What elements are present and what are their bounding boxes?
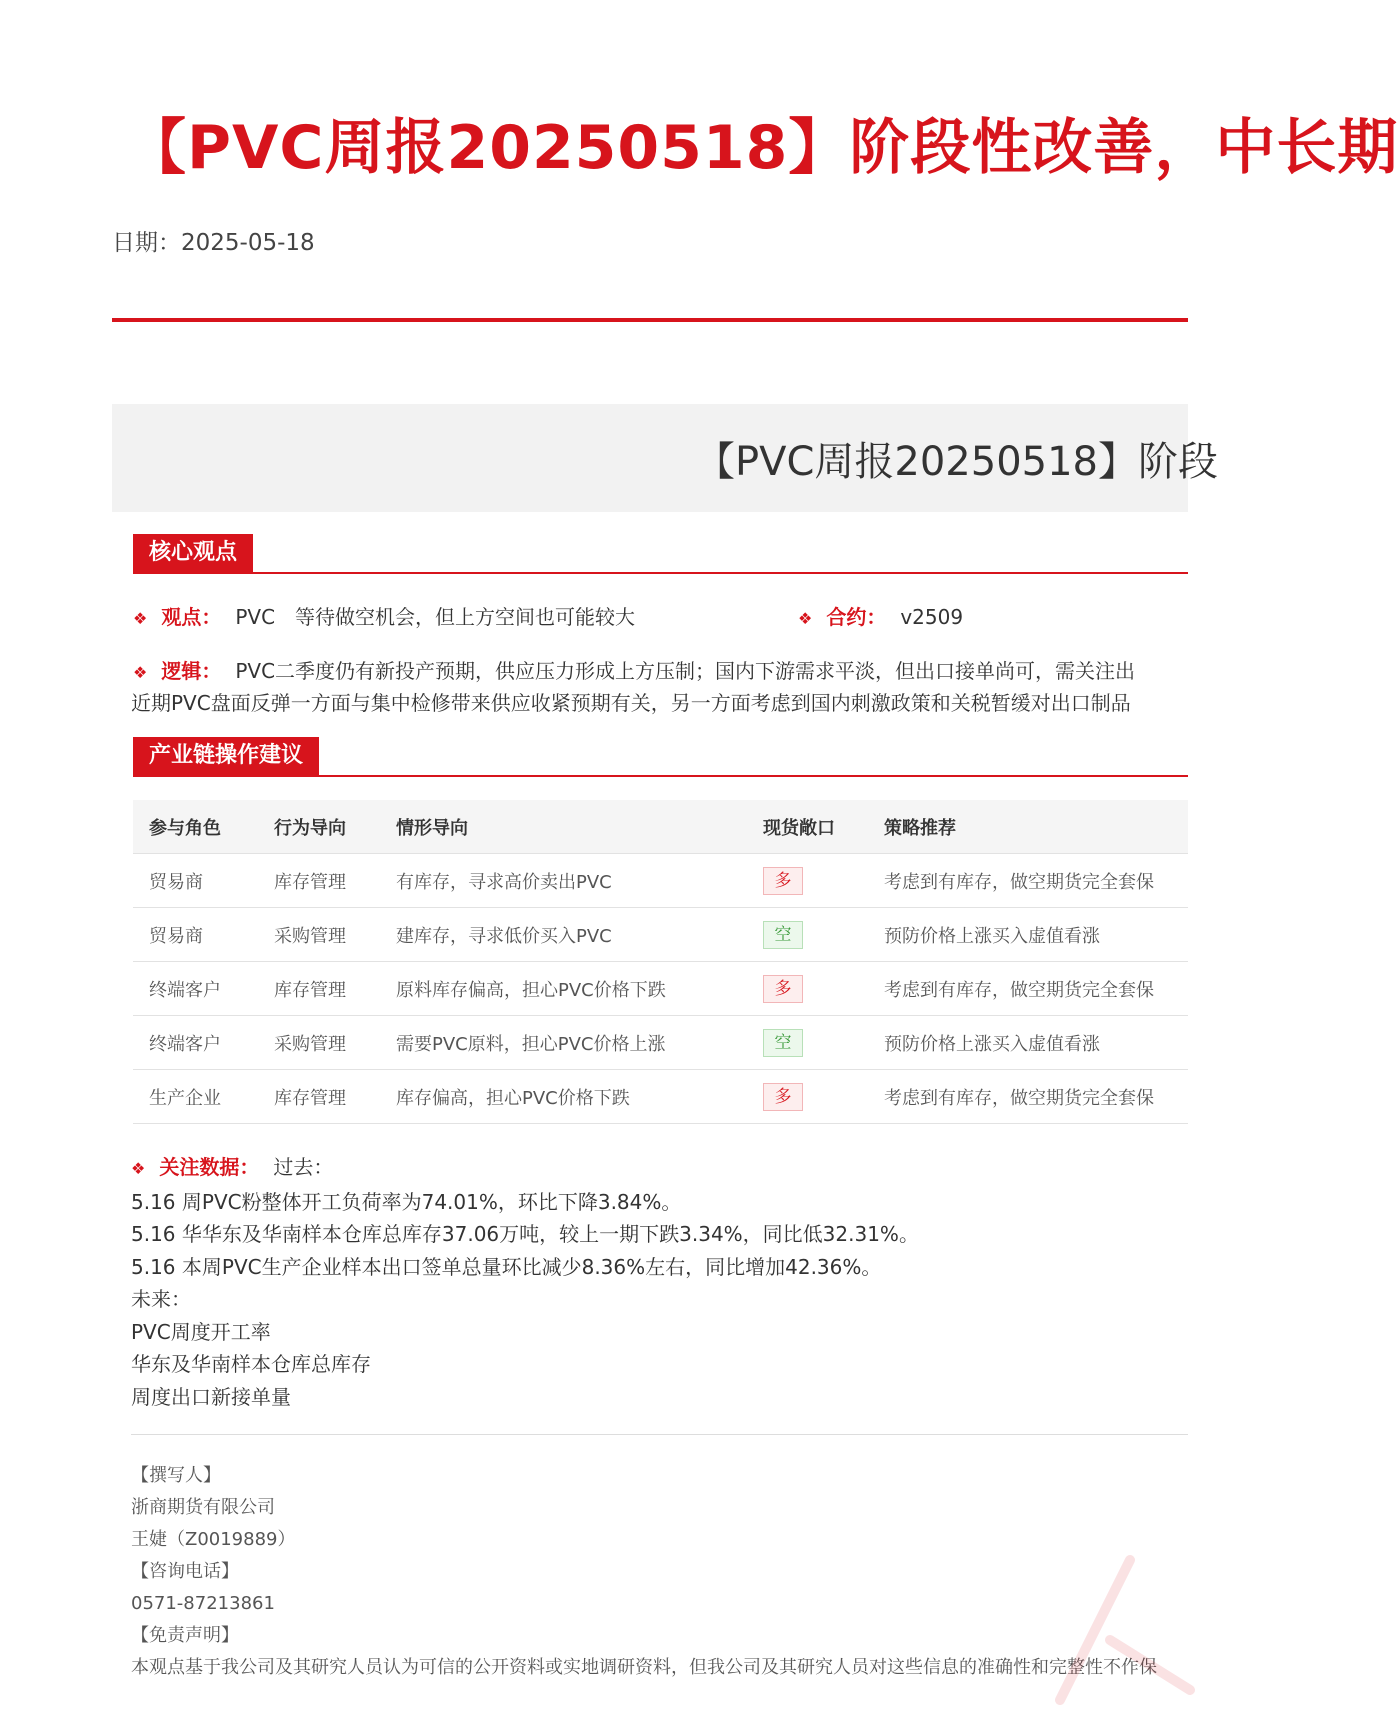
cell-role: 终端客户: [133, 1016, 258, 1070]
table-header-row: [133, 800, 1188, 854]
col-header-strategy: 策略推荐: [868, 800, 1188, 854]
table-row: [133, 908, 1188, 962]
col-header-situation: 情形导向: [380, 800, 747, 854]
exposure-badge: 空: [763, 1029, 803, 1057]
cell-exposure: [747, 1016, 868, 1070]
future-label: 未来：: [131, 1287, 191, 1311]
table-row: [133, 854, 1188, 908]
col-header-action: 行为导向: [258, 800, 380, 854]
watch-data-label: 关注数据：: [159, 1155, 260, 1179]
cell-role: 贸易商: [133, 908, 258, 962]
phone-heading: 【咨询电话】: [131, 1561, 239, 1582]
exposure-badge: 多: [763, 867, 803, 895]
exposure-badge: 空: [763, 921, 803, 949]
section-underline: [133, 775, 1188, 777]
footer-divider: [131, 1434, 1188, 1435]
company-name: 浙商期货有限公司: [131, 1497, 275, 1518]
author-heading: 【撰写人】: [131, 1465, 221, 1486]
cell-exposure: [747, 1070, 868, 1124]
cell-role: 生产企业: [133, 1070, 258, 1124]
cell-action: 采购管理: [258, 1016, 380, 1070]
past-item: 5.16 华华东及华南样本仓库总库存37.06万吨，较上一期下跌3.34%，同比低32.31%。: [131, 1222, 919, 1246]
ops-table: [133, 800, 1188, 1124]
view-label: 观点：: [161, 605, 222, 629]
cell-situation: 原料库存偏高，担心PVC价格下跌: [380, 962, 747, 1016]
diamond-bullet-icon: ❖: [131, 1159, 146, 1178]
cell-exposure: [747, 908, 868, 962]
cell-strategy: 考虑到有库存，做空期货完全套保: [868, 962, 1188, 1016]
core-view-section-label: 核心观点: [133, 534, 253, 572]
watch-data-block: [131, 1151, 919, 1413]
ops-section-header: [133, 737, 1188, 777]
cell-action: 库存管理: [258, 1070, 380, 1124]
page-title: 【PVC周报20250518】阶段性改善，中长期: [126, 113, 1398, 183]
cell-exposure: [747, 962, 868, 1016]
cell-strategy: 预防价格上涨买入虚值看涨: [868, 1016, 1188, 1070]
future-item: 华东及华南样本仓库总库存: [131, 1352, 371, 1376]
cell-role: 终端客户: [133, 962, 258, 1016]
past-item: 5.16 本周PVC生产企业样本出口签单总量环比减少8.36%左右，同比增加42.36%。: [131, 1254, 882, 1279]
cell-role: 贸易商: [133, 854, 258, 908]
diamond-bullet-icon: ❖: [798, 609, 813, 628]
past-label: 过去：: [273, 1155, 334, 1179]
author-name: 王婕（Z0019889）: [131, 1529, 296, 1550]
table-row: [133, 962, 1188, 1016]
cell-strategy: 预防价格上涨买入虚值看涨: [868, 908, 1188, 962]
cell-action: 库存管理: [258, 962, 380, 1016]
banner-title: 【PVC周报20250518】阶段: [695, 439, 1219, 485]
past-item: 5.16 周PVC粉整体开工负荷率为74.01%，环比下降3.84%。: [131, 1189, 682, 1214]
watch-data-heading: [131, 1151, 919, 1186]
cell-situation: 需要PVC原料，担心PVC价格上涨: [380, 1016, 747, 1070]
future-item: 周度出口新接单量: [131, 1384, 291, 1409]
cell-exposure: [747, 854, 868, 908]
logic-row: [133, 655, 1135, 684]
view-row: [133, 601, 635, 630]
title-divider: [112, 318, 1188, 322]
ops-section-label: 产业链操作建议: [133, 737, 319, 775]
cell-action: 库存管理: [258, 854, 380, 908]
contract-text: v2509: [900, 605, 964, 629]
report-banner: [112, 404, 1219, 512]
cell-strategy: 考虑到有库存，做空期货完全套保: [868, 1070, 1188, 1124]
logic-label: 逻辑：: [161, 659, 222, 683]
cell-action: 采购管理: [258, 908, 380, 962]
exposure-badge: 多: [763, 975, 803, 1003]
core-view-section-header: [133, 534, 1188, 574]
cell-situation: 有库存，寻求高价卖出PVC: [380, 854, 747, 908]
cell-situation: 建库存，寻求低价买入PVC: [380, 908, 747, 962]
phone-number: 0571-87213861: [131, 1593, 275, 1614]
footer-block: [131, 1460, 1157, 1684]
view-text: PVC 等待做空机会，但上方空间也可能较大: [235, 605, 636, 629]
publish-date: 日期：2025-05-18: [112, 230, 315, 256]
col-header-role: 参与角色: [133, 800, 258, 854]
table-row: [133, 1070, 1188, 1124]
logic-text-line1: PVC二季度仍有新投产预期，供应压力形成上方压制；国内下游需求平淡，但出口接单尚可，需关注出: [235, 659, 1136, 683]
cell-strategy: 考虑到有库存，做空期货完全套保: [868, 854, 1188, 908]
future-item: PVC周度开工率: [131, 1319, 271, 1344]
cell-situation: 库存偏高，担心PVC价格下跌: [380, 1070, 747, 1124]
section-underline: [133, 572, 1188, 574]
diamond-bullet-icon: ❖: [133, 663, 148, 682]
logic-text-line2: 近期PVC盘面反弹一方面与集中检修带来供应收紧预期有关，另一方面考虑到国内刺激政策和关税暂缓对出口制品: [131, 691, 1131, 715]
contract-label: 合约：: [826, 605, 887, 629]
disclaimer-text: 本观点基于我公司及其研究人员认为可信的公开资料或实地调研资料，但我公司及其研究人员对这些信息的准确性和完整性不作保: [131, 1657, 1157, 1678]
col-header-exposure: 现货敞口: [747, 800, 868, 854]
exposure-badge: 多: [763, 1083, 803, 1111]
diamond-bullet-icon: ❖: [133, 609, 148, 628]
disclaimer-heading: 【免责声明】: [131, 1625, 239, 1646]
contract-row: [798, 601, 963, 630]
table-row: [133, 1016, 1188, 1070]
